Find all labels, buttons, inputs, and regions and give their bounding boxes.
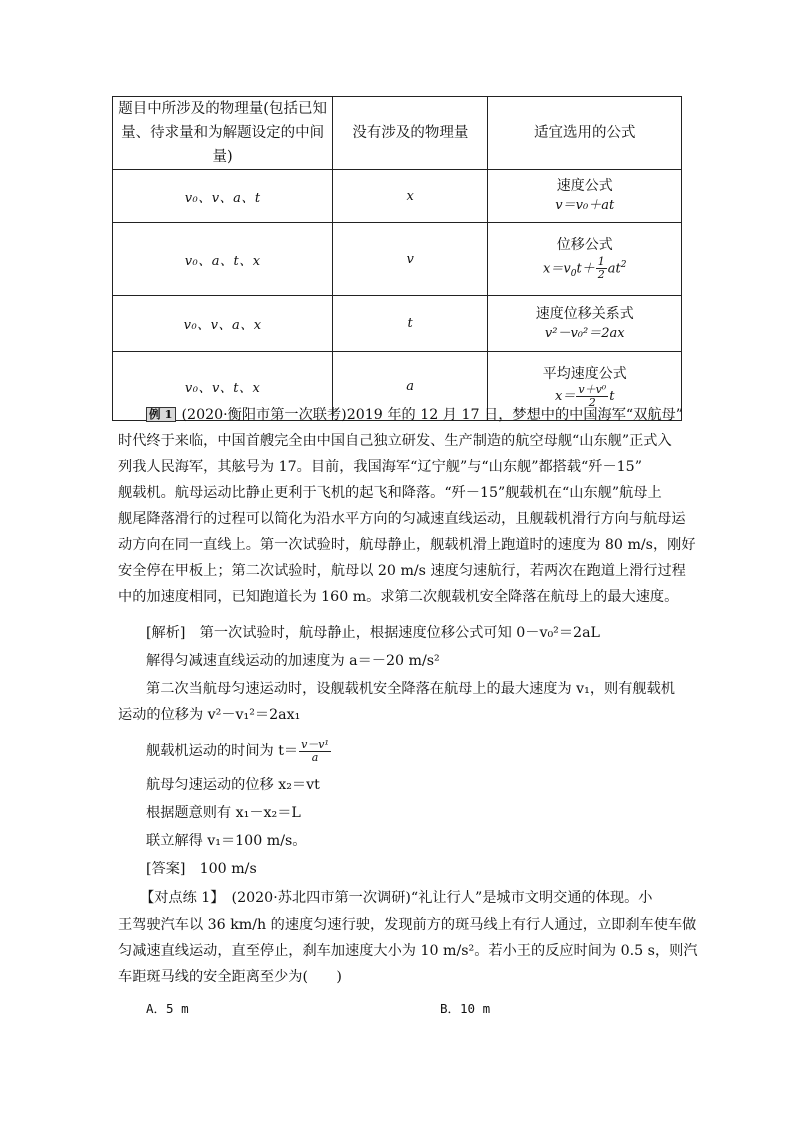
formula-name: 速度位移关系式 [535,305,634,322]
example-line-6: 动方向在同一直线上。第一次试验时，航母静止，舰载机滑上跑道时的速度为 80 m/s，刚好 [118,537,696,553]
row-vars: v₀、v、a、x [113,296,333,352]
formula-selection-table [112,96,682,421]
example-line-3: 列我人民海军，其舷号为 17。目前，我国海军“辽宁舰”与“山东舰”都搭载“歼－15” [118,459,642,475]
row-missing: a [333,352,488,421]
practice-line-4: 车距斑马线的安全距离至少为( ) [118,969,342,985]
formula-name: 位移公式 [556,236,613,253]
formula-expr: v²－v₀²＝2ax [544,325,625,341]
example-tag: 例 1 [146,407,176,422]
frac-num: v－v¹ [301,737,329,751]
row-formula-cell [488,296,682,352]
row-vars: v₀、v、a、t [113,170,333,223]
formula-name: 平均速度公式 [542,365,627,382]
formula-expr: x＝ $\frac{\text{v＋v⁰}}{2}$ t [555,382,615,409]
practice-line-2: 王驾驶汽车以 36 km/h 的速度匀速行驶，发现前方的斑马线上有行人通过，立即刹车使车做 [118,917,697,933]
answer-line: [答案] 100 m/s [146,861,257,877]
solution-line-3: 第二次当航母匀速运动时，设舰载机安全降落在航母上的最大速度为 v₁，则有舰载机 [146,681,675,697]
example-line-2: 时代终于来临，中国首艘完全由中国自己独立研发、生产制造的航空母舰“山东舰”正式入 [118,433,672,449]
header-missing: 没有涉及的物理量 [333,97,488,170]
practice-line-3: 匀减速直线运动，直至停止，刹车加速度大小为 10 m/s²。若小王的反应时间为 0.5 s，则汽 [118,943,698,959]
solution-line-4: 运动的位移为 v²－v₁²＝2ax₁ [118,707,301,723]
header-quantities [113,97,333,170]
example-line-5: 舰尾降落滑行的过程可以简化为沿水平方向的匀减速直线运动，且舰载机滑行方向与航母运 [118,511,686,527]
row-missing: x [333,170,488,223]
solution-line-5 [146,738,716,764]
table-row [113,296,682,352]
solution-line-6: 航母匀速运动的位移 x₂＝vt [146,777,320,793]
formula-expr: $x=v_0t+$ $\frac{1}{2}$ $at^2$ [543,254,627,281]
fraction-half [596,256,607,281]
solution-line-7: 根据题意则有 x₁－x₂＝L [146,805,301,821]
time-formula-prefix: 舰载机运动的时间为 t＝ [146,743,299,759]
header-line-1: 题目中所涉及的物理量(包括已知 [118,101,327,117]
row-formula-cell [488,170,682,223]
frac-den: a [311,750,319,764]
frac-num: v＋v⁰ [578,382,607,396]
option-a: A．5 m [146,1001,189,1016]
practice-line-1: 【对点练 1】 (2020·苏北四市第一次调研)“礼让行人”是城市文明交通的体现。小 [140,890,653,906]
solution-line-2: 解得匀减速直线运动的加速度为 a＝－20 m/s² [146,653,440,669]
formula-expr: v＝v₀＋at [555,198,615,213]
option-b: B．10 m [440,1001,491,1016]
row-formula-cell [488,223,682,296]
solution-line-1: [解析] 第一次试验时，航母静止，根据速度位移公式可知 0－v₀²＝2aL [146,625,600,641]
example-line-7: 安全停在甲板上；第二次试验时，航母以 20 m/s 速度匀速航行，若两次在跑道上滑行过程 [118,563,686,579]
example-line-4: 舰载机。航母运动比静止更利于飞机的起飞和降落。“歼－15”舰载机在“山东舰”航母上 [118,485,662,501]
row-vars: v₀、a、t、x [113,223,333,296]
row-missing: t [333,296,488,352]
example-line-8: 中的加速度相同，已知跑道长为 160 m。求第二次舰载机安全降落在航母上的最大速度。 [118,589,679,605]
table-row [113,223,682,296]
formula-name: 速度公式 [556,178,613,194]
example-text: (2020·衡阳市第一次联考)2019 年的 12 月 17 日，梦想中的中国海军“双航母” [181,407,683,423]
frac-den: 2 [588,395,596,409]
time-fraction [299,739,331,764]
header-formula: 适宜选用的公式 [488,97,682,170]
header-line-2: 量、待求量和为解题设定的中间量) [121,125,325,165]
frac-num: 1 [597,254,605,268]
row-vars: v₀、v、t、x [113,352,333,421]
table-header-row [113,97,682,170]
example-line-1 [146,402,716,428]
frac-den: 2 [597,267,605,281]
row-missing: v [333,223,488,296]
table-row [113,170,682,223]
solution-line-8: 联立解得 v₁＝100 m/s。 [146,833,307,849]
